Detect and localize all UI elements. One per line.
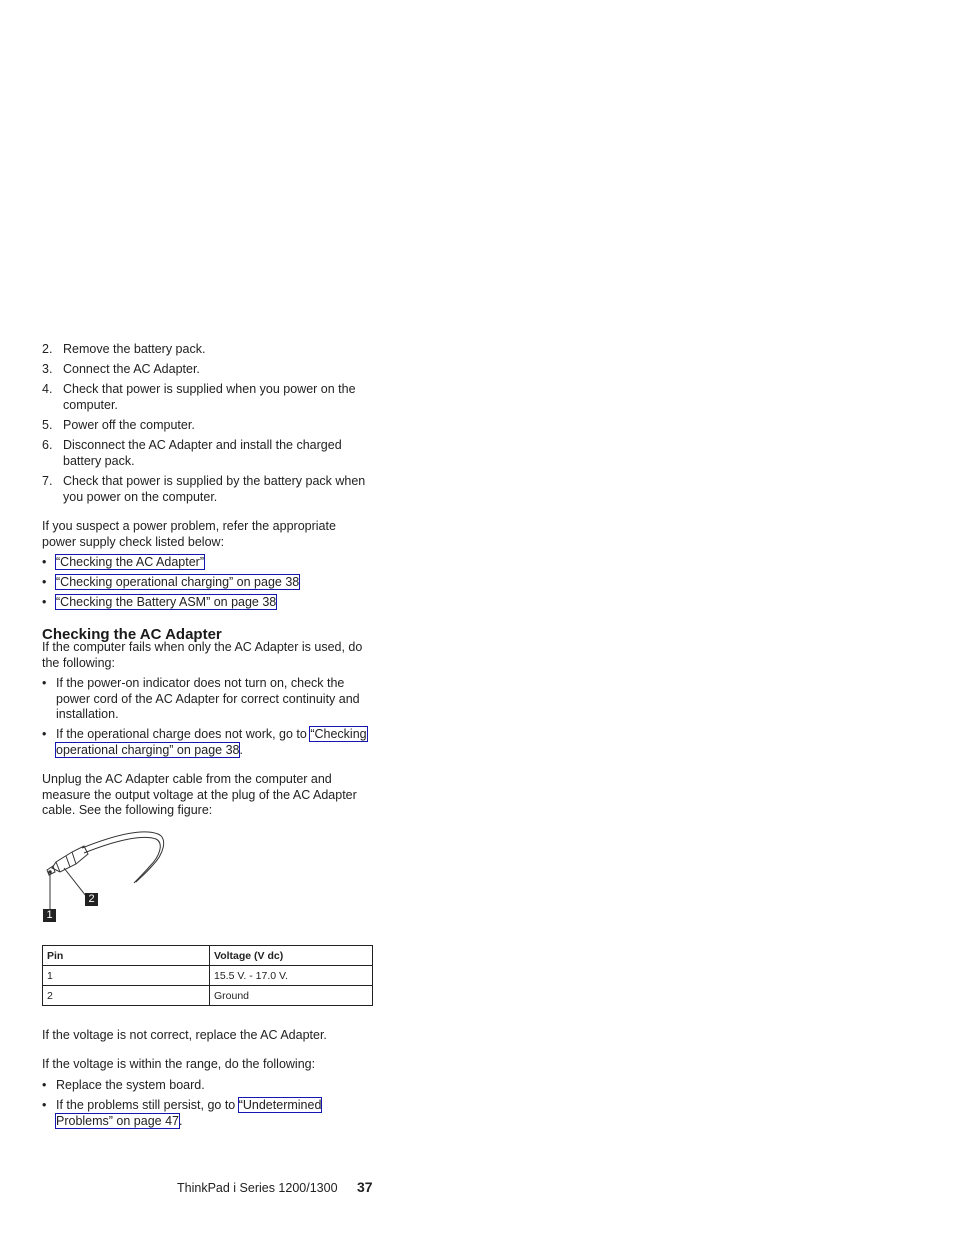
step-text: Remove the battery pack. [63, 342, 206, 356]
table-row [43, 966, 373, 986]
step-number: 4. [42, 382, 53, 396]
table-cell: 1 [43, 966, 210, 986]
step-number: 2. [42, 342, 53, 356]
page-number: 37 [357, 1179, 373, 1195]
voltage-within-range: If the voltage is within the range, do the following: [42, 1057, 316, 1071]
step-number: 3. [42, 362, 53, 376]
voltage-not-correct: If the voltage is not correct, replace the AC Adapter. [42, 1028, 327, 1042]
step-text: Connect the AC Adapter. [63, 362, 200, 376]
bullet-suffix: . [179, 1113, 183, 1128]
bullet-text: If the power-on indicator does not turn on, check the power cord of the AC Adapter for correct continuity and installation. [56, 676, 360, 721]
section-intro: If the computer fails when only the AC Adapter is used, do the following: [42, 640, 363, 670]
step-text: Check that power is supplied by the battery pack when you power on the computer. [63, 474, 366, 504]
bullet: • [42, 727, 47, 741]
step-number: 7. [42, 474, 53, 488]
bullet: • [42, 676, 47, 690]
bullet: • [42, 1078, 47, 1092]
step-text: Disconnect the AC Adapter and install the charged battery pack. [63, 438, 342, 468]
callout-2: 2 [85, 893, 98, 906]
table-header-row [43, 946, 373, 966]
step-text: Check that power is supplied when you power on the computer. [63, 382, 356, 412]
table-header: Voltage (V dc) [210, 946, 373, 966]
ac-adapter-plug-figure [42, 826, 172, 926]
measure-paragraph: Unplug the AC Adapter cable from the computer and measure the output voltage at the plug of the AC Adapter cable. See the following figure: [42, 772, 357, 817]
bullet: • [42, 555, 47, 569]
step-text: Power off the computer. [63, 418, 195, 432]
step-item [42, 342, 382, 358]
link-checking-battery-asm[interactable]: “Checking the Battery ASM” on page 38 [56, 595, 277, 609]
bullet: • [42, 575, 47, 589]
step-item [42, 438, 382, 470]
step-item [42, 382, 382, 414]
step-item [42, 418, 382, 434]
link-checking-ac-adapter[interactable]: “Checking the AC Adapter” [56, 555, 204, 569]
power-intro: If you suspect a power problem, refer the appropriate power supply check listed below: [42, 519, 336, 549]
table-header: Pin [43, 946, 210, 966]
table-cell: 15.5 V. - 17.0 V. [210, 966, 373, 986]
link-checking-operational-charging[interactable]: “Checking operational charging” on page 38 [56, 575, 300, 589]
table-cell: Ground [210, 986, 373, 1006]
bullet-text: If the problems still persist, go to [56, 1098, 239, 1112]
footer-title: ThinkPad i Series 1200/1300 [177, 1181, 338, 1195]
step-number: 6. [42, 438, 53, 452]
table-row [43, 986, 373, 1006]
bullet: • [42, 595, 47, 609]
bullet: • [42, 1098, 47, 1112]
step-item [42, 474, 382, 506]
table-cell: 2 [43, 986, 210, 1006]
step-item [42, 362, 382, 378]
callout-1: 1 [43, 909, 56, 922]
bullet-text: If the operational charge does not work, go to [56, 727, 311, 741]
section-heading: Checking the AC Adapter [42, 626, 222, 643]
step-number: 5. [42, 418, 53, 432]
bullet-text: Replace the system board. [56, 1078, 205, 1092]
link-checking-operational-charging-inline[interactable]: “Checking operational charging” on page 38 [56, 727, 367, 757]
voltage-table [42, 945, 373, 1006]
link-undetermined-problems[interactable]: “Undetermined Problems” on page 47 [56, 1098, 322, 1128]
bullet-suffix: . [239, 742, 243, 757]
